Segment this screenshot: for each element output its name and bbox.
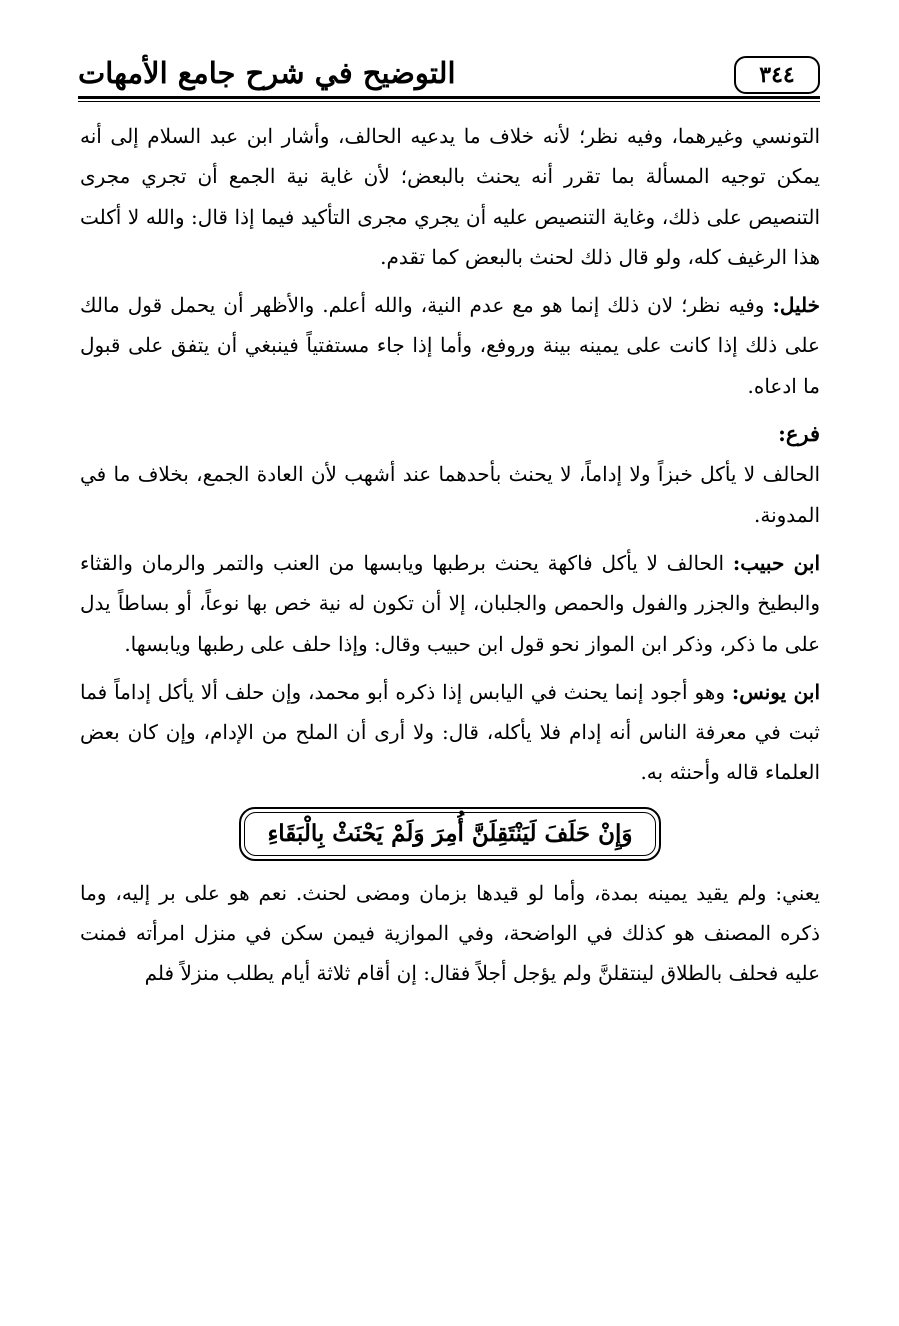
paragraph-text: وفيه نظر؛ لان ذلك إنما هو مع عدم النية، والله أعلم. والأظهر أن يحمل قول مالك على ذلك إذا كانت على يمينه بينة وروفع، وأما إذا جاء مستفتياً فينبغي أن يتفق على قبول ما ادعاه.	[80, 293, 820, 398]
speaker-label: خليل:	[772, 293, 820, 318]
matn-quote-text: وَإِنْ حَلَفَ لَيَنْتَقِلَنَّ أُمِرَ وَلَمْ يَحْنَثْ بِالْبَقَاءِ	[244, 812, 655, 856]
section-heading: فرع:	[778, 421, 820, 447]
matn-quote-box	[239, 807, 660, 861]
page-number: ٣٤٤	[734, 56, 820, 94]
body-text	[80, 116, 820, 994]
paragraph-text: الحالف لا يأكل فاكهة يحنث برطبها ويابسها من العنب والتمر والرمان والقثاء والبطيخ والجزر والفول والحمص والجلبان، إلا أن تكون له نية خص بها نوعاً، أو بساطاً يدل على ما ذكر، وذكر ابن المواز نحو قول ابن حبيب وقال: وإذا حلف على رطبها ويابسها.	[80, 550, 820, 656]
paragraph	[80, 672, 820, 793]
paragraph: الحالف لا يأكل خبزاً ولا إداماً، لا يحنث بأحدهما عند أشهب لأن العادة الجمع، بخلاف ما في المدونة.	[80, 462, 820, 527]
paragraph: يعني: ولم يقيد يمينه بمدة، وأما لو قيدها بزمان ومضى لحنث. نعم هو على بر إليه، وما ذكره المصنف هو كذلك في الواضحة، وفي الموازية فيمن سكن في منزل امرأته فمنت عليه فحلف بالطلاق لينتقلنَّ ولم يؤجل أجلاً فقال: إن أقام ثلاثة أيام يطلب منزلاً فلم	[80, 880, 820, 986]
matn-quote-wrapper	[80, 807, 820, 861]
paragraph: التونسي وغيرهما، وفيه نظر؛ لأنه خلاف ما يدعيه الحالف، وأشار ابن عبد السلام إلى أنه يمكن توجيه المسألة بما تقرر أنه يحنث بالبعض؛ لأن غاية نية الجمع أن تجري مجرى التنصيص على ذلك، وغاية التنصيص عليه أن يجري مجرى التأكيد فيما إذا قال: والله لا أكلت هذا الرغيف كله، ولو قال ذلك لحنث بالبعض كما تقدم.	[80, 124, 820, 269]
header-rule-thin	[78, 101, 820, 102]
speaker-label: ابن حبيب:	[732, 550, 821, 575]
running-title: التوضيح في شرح جامع الأمهات	[78, 56, 456, 90]
header-rule	[78, 96, 820, 99]
page-header	[78, 52, 820, 98]
paragraph	[80, 543, 820, 664]
paragraph-text: وهو أجود إنما يحنث في اليابس إذا ذكره أبو محمد، وإن حلف ألا يأكل إداماً فما ثبت في معرفة الناس أنه إدام فلا يأكله، قال: ولا أرى أن الملح من الإدام، وإن كان بعض العلماء قاله وأحنثه به.	[80, 679, 820, 785]
speaker-label: ابن يونس:	[731, 679, 820, 704]
paragraph	[80, 285, 820, 406]
